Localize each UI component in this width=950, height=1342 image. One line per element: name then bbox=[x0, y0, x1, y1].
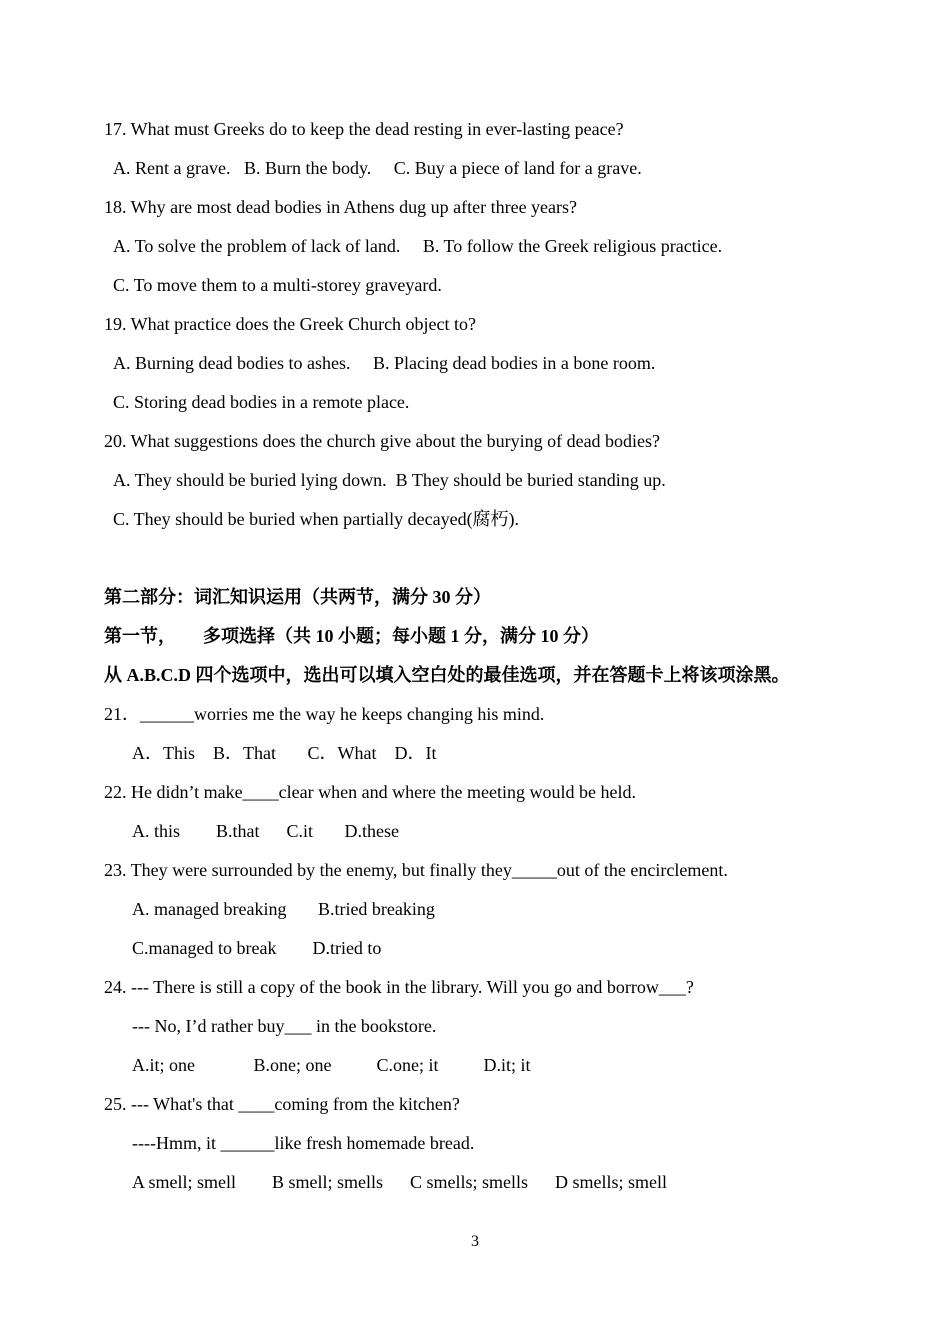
question-21-options: A．This B．That C．What D．It bbox=[132, 743, 437, 763]
question-17-options: A. Rent a grave. B. Burn the body. C. Buy a piece of land for a grave. bbox=[113, 158, 642, 178]
question-18: 18. Why are most dead bodies in Athens dug up after three years? bbox=[104, 197, 578, 217]
question-19-options-ab: A. Burning dead bodies to ashes. B. Placing dead bodies in a bone room. bbox=[113, 353, 656, 373]
question-23: 23. They were surrounded by the enemy, but finally they_____out of the encirclement. bbox=[104, 860, 728, 880]
page-number: 3 bbox=[471, 1233, 479, 1250]
question-20: 20. What suggestions does the church give about the burying of dead bodies? bbox=[104, 431, 661, 451]
question-24-options: A.it; one B.one; one C.one; it D.it; it bbox=[132, 1055, 531, 1075]
question-20-options-ab: A. They should be buried lying down. B They should be buried standing up. bbox=[113, 470, 666, 490]
section-instructions: 从 A.B.C.D 四个选项中，选出可以填入空白处的最佳选项，并在答题卡上将该项涂黑。 bbox=[104, 665, 790, 685]
question-23-options-ab: A. managed breaking B.tried breaking bbox=[132, 899, 435, 919]
question-22: 22. He didn’t make____clear when and where the meeting would be held. bbox=[104, 782, 637, 802]
question-25-options: A smell; smell B smell; smells C smells; smells D smells; smell bbox=[132, 1172, 668, 1192]
question-17: 17. What must Greeks do to keep the dead resting in ever-lasting peace? bbox=[104, 119, 624, 139]
question-24: 24. --- There is still a copy of the book in the library. Will you go and borrow___? bbox=[104, 977, 694, 997]
section-heading-part2: 第二部分：词汇知识运用（共两节，满分 30 分） bbox=[104, 587, 491, 607]
question-18-options-ab: A. To solve the problem of lack of land. B. To follow the Greek religious practice. bbox=[113, 236, 723, 256]
question-18-options-c: C. To move them to a multi-storey graveyard. bbox=[113, 275, 442, 295]
section-heading-part1: 第一节， 多项选择（共 10 小题；每小题 1 分，满分 10 分） bbox=[104, 626, 599, 646]
question-24-reply: --- No, I’d rather buy___ in the bookstore. bbox=[132, 1016, 437, 1036]
question-21: 21．______worries me the way he keeps changing his mind. bbox=[104, 704, 545, 724]
question-25-reply: ----Hmm, it ______like fresh homemade bread. bbox=[132, 1133, 475, 1153]
question-19-options-c: C. Storing dead bodies in a remote place. bbox=[113, 392, 410, 412]
question-22-options: A. this B.that C.it D.these bbox=[132, 821, 399, 841]
question-25: 25. --- What's that ____coming from the kitchen? bbox=[104, 1094, 460, 1114]
question-20-options-c: C. They should be buried when partially decayed(腐朽). bbox=[113, 509, 520, 529]
question-23-options-cd: C.managed to break D.tried to bbox=[132, 938, 382, 958]
question-19: 19. What practice does the Greek Church object to? bbox=[104, 314, 477, 334]
